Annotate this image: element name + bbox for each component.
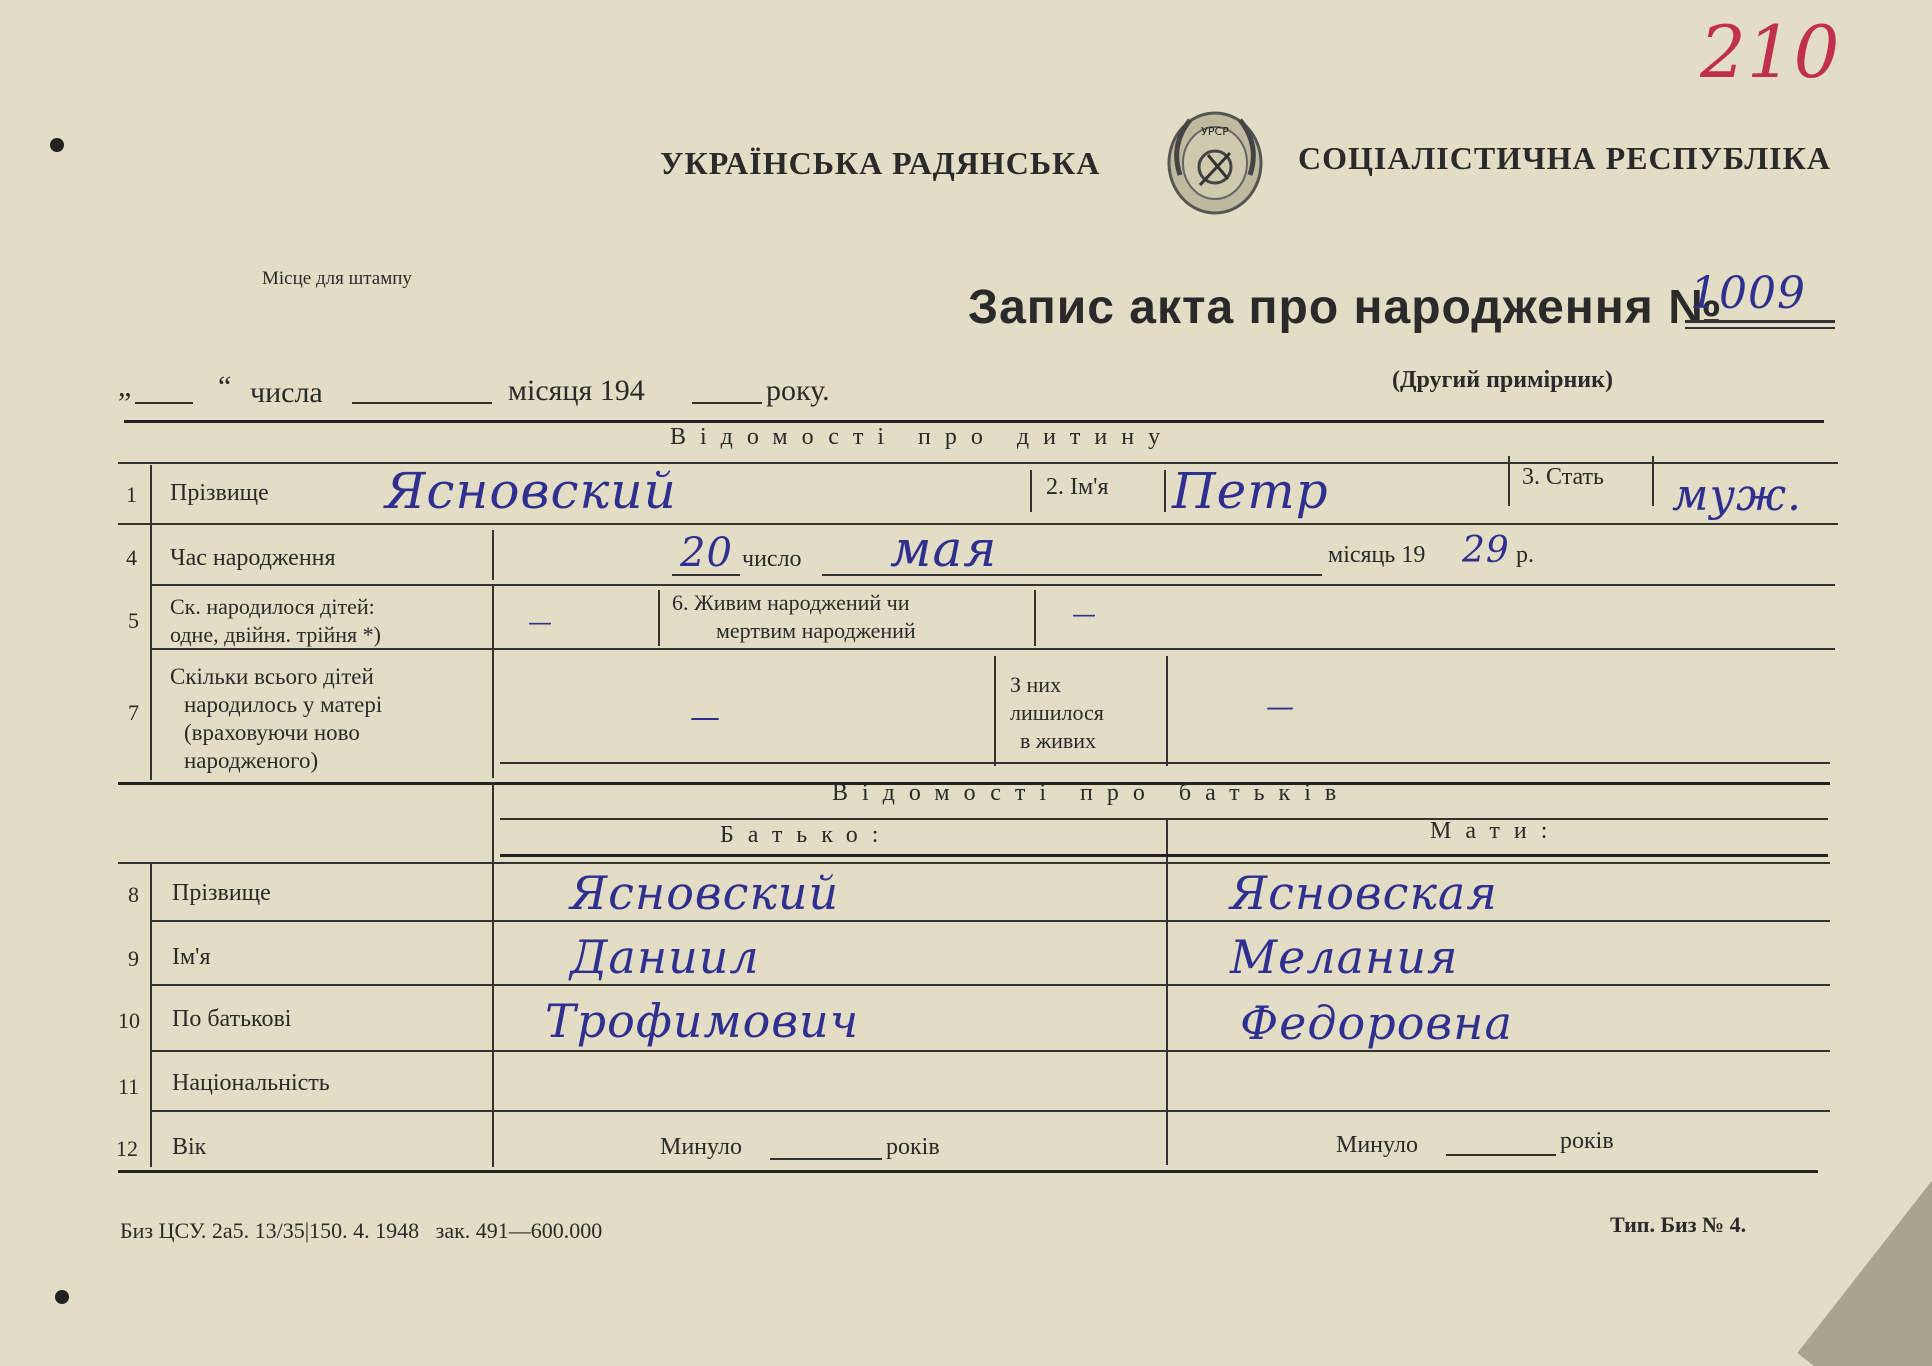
name-label: 2. Ім'я	[1046, 474, 1109, 500]
row-number: 1	[126, 482, 137, 507]
child-section-heading: Відомості про дитину	[670, 424, 1175, 450]
age-label: Вік	[172, 1134, 207, 1160]
child-name-value: Петр	[1172, 462, 1329, 520]
birth-day-word: число	[742, 546, 802, 572]
mother-surname-value: Ясновская	[1230, 866, 1498, 920]
birth-day-value: 20	[680, 530, 733, 576]
date-open-quote: „	[118, 370, 132, 403]
footer-print-shop: Тип. Биз № 4.	[1610, 1212, 1747, 1237]
patronymic-label: По батькові	[172, 1006, 292, 1032]
births-count-label-1: Ск. народилося дітей:	[170, 594, 375, 619]
copy-note: (Другий примірник)	[1392, 367, 1613, 393]
survived-label-1: З них	[1010, 672, 1062, 697]
parent-surname-label: Прізвище	[172, 880, 271, 906]
child-surname-value: Ясновский	[385, 462, 677, 520]
birth-month-word: місяць 19	[1328, 542, 1426, 568]
survived-value: —	[1266, 690, 1295, 723]
surname-label: Прізвище	[170, 480, 269, 506]
row-number: 4	[126, 545, 137, 570]
row-number: 8	[128, 882, 139, 907]
parents-section-heading: Відомості про батьків	[832, 780, 1351, 806]
mother-name-value: Мелания	[1230, 930, 1459, 984]
footer-print-info: Биз ЦСУ. 2а5. 13/35|150. 4. 1948 зак. 491—600.000	[120, 1218, 603, 1243]
row-number: 9	[128, 946, 139, 971]
mother-age-years-word: років	[1560, 1128, 1614, 1154]
mother-age-passed-word: Минуло	[1336, 1132, 1418, 1158]
row-number: 12	[116, 1136, 138, 1161]
state-emblem-icon	[1160, 105, 1270, 220]
date-month-word: місяця 194	[508, 374, 645, 407]
father-age-years-word: років	[886, 1134, 940, 1160]
total-children-label-3: (враховуючи ново	[184, 720, 360, 745]
total-children-label-2: народилось у матері	[184, 692, 383, 717]
row-number: 7	[128, 700, 139, 725]
nationality-label: Національність	[172, 1070, 330, 1096]
father-heading: Батько:	[720, 822, 893, 848]
stamp-place-label: Місце для штампу	[262, 268, 412, 289]
father-name-value: Даниил	[570, 930, 760, 984]
births-count-label-2: одне, двійня. трійня *)	[170, 622, 381, 647]
mother-patronymic-value: Федоровна	[1240, 996, 1513, 1050]
birth-time-label: Час народження	[170, 545, 336, 571]
date-close-quote: “	[218, 370, 232, 403]
father-surname-value: Ясновский	[570, 866, 840, 920]
parent-name-label: Ім'я	[172, 944, 211, 970]
survived-label-3: в живих	[1020, 728, 1097, 753]
sex-label: 3. Стать	[1522, 464, 1604, 490]
survived-label-2: лишилося	[1010, 700, 1104, 725]
republic-right-text: СОЦІАЛІСТИЧНА РЕСПУБЛІКА	[1298, 140, 1831, 176]
child-sex-value: муж.	[1672, 470, 1803, 521]
archive-number: 210	[1700, 10, 1841, 94]
record-number: 1009	[1690, 268, 1806, 319]
record-title: Запис акта про народження №	[968, 281, 1723, 334]
father-patronymic-value: Трофимович	[545, 994, 860, 1048]
total-children-label-4: народженого)	[184, 748, 319, 773]
date-day-word: числа	[250, 376, 323, 409]
birth-year-value: 29	[1462, 530, 1510, 571]
row-number: 11	[118, 1074, 140, 1099]
alive-value: —	[1072, 600, 1097, 628]
birth-month-value: мая	[890, 520, 998, 578]
births-count-value: —	[528, 608, 553, 636]
alive-label-2: мертвим народжений	[716, 618, 916, 643]
svg-text:УРСР: УРСР	[1201, 125, 1229, 138]
mother-heading: Мати:	[1430, 818, 1562, 844]
punch-hole	[50, 138, 64, 152]
total-children-value: —	[690, 700, 721, 735]
father-age-passed-word: Минуло	[660, 1134, 742, 1160]
total-children-label-1: Скільки всього дітей	[170, 664, 374, 689]
punch-hole	[55, 1290, 69, 1304]
date-year-word: року.	[766, 374, 830, 407]
birth-year-suffix: р.	[1516, 542, 1534, 568]
row-number: 5	[128, 608, 139, 633]
alive-label-1: 6. Живим народжений чи	[672, 590, 910, 615]
republic-left-text: УКРАЇНСЬКА РАДЯНСЬКА	[660, 145, 1101, 181]
row-number: 10	[118, 1008, 140, 1033]
